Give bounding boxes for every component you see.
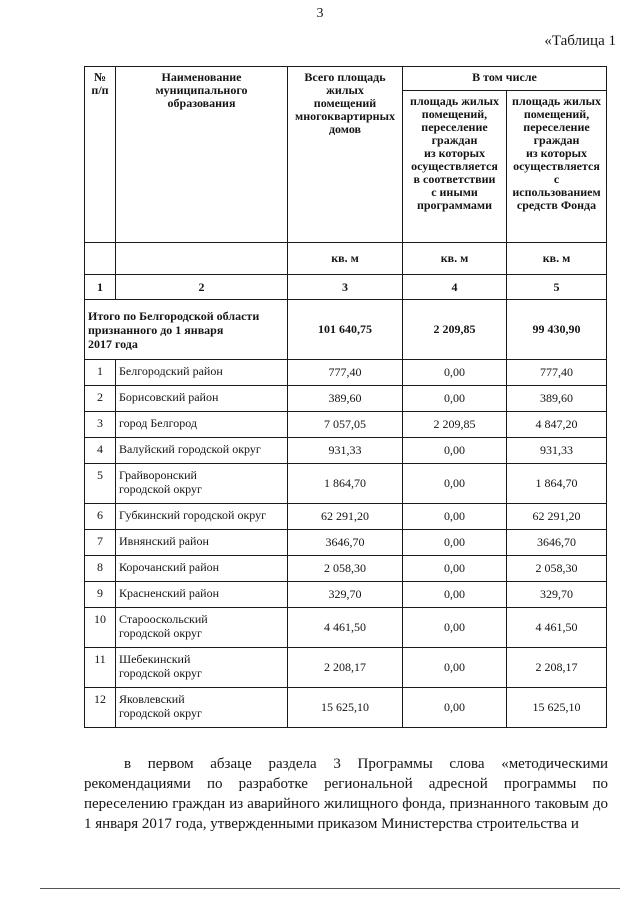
units-empty-1 [85,243,116,275]
row-other-programs: 0,00 [403,360,507,386]
table-row [85,530,607,556]
row-other-programs: 0,00 [403,504,507,530]
row-name: Старооскольский городской округ [116,608,288,648]
row-number: 3 [85,412,116,438]
row-total-area: 62 291,20 [288,504,403,530]
header-name [116,67,288,243]
row-number: 6 [85,504,116,530]
units-col5: кв. м [507,243,607,275]
row-name: Красненский район [116,582,288,608]
row-number: 11 [85,648,116,688]
row-total-area: 3646,70 [288,530,403,556]
row-total-area: 389,60 [288,386,403,412]
row-name: город Белгород [116,412,288,438]
column-number-2: 2 [116,275,288,300]
header-name-text: Наименование муниципального образования [155,70,248,110]
table-row [85,504,607,530]
row-fund: 2 058,30 [507,556,607,582]
bottom-rule [40,888,620,889]
table-row [85,556,607,582]
row-fund: 1 864,70 [507,464,607,504]
row-total-area: 777,40 [288,360,403,386]
column-number-1: 1 [85,275,116,300]
row-number: 1 [85,360,116,386]
header-col4 [403,91,507,243]
table-row [85,648,607,688]
row-other-programs: 0,00 [403,648,507,688]
header-including [403,67,607,91]
total-label [85,300,288,360]
row-fund: 329,70 [507,582,607,608]
row-name: Яковлевский городской округ [116,688,288,728]
row-total-area: 2 208,17 [288,648,403,688]
header-col5-text: площадь жилых помещений, переселение граждан из которых осуществляется с использованием средств Фонда [512,94,601,212]
row-fund: 3646,70 [507,530,607,556]
row-name: Корочанский район [116,556,288,582]
row-number: 12 [85,688,116,728]
table-row [85,438,607,464]
column-number-5: 5 [507,275,607,300]
table-caption: «Таблица 1 [544,33,616,49]
total-fund: 99 430,90 [507,300,607,360]
row-number: 9 [85,582,116,608]
row-name: Белгородский район [116,360,288,386]
row-number: 8 [85,556,116,582]
table-row [85,386,607,412]
header-including-text: В том числе [472,70,537,84]
units-col4: кв. м [403,243,507,275]
row-total-area: 329,70 [288,582,403,608]
row-name: Шебекинский городской округ [116,648,288,688]
housing-area-table [84,66,607,728]
table-row [85,360,607,386]
header-col5 [507,91,607,243]
row-total-area: 2 058,30 [288,556,403,582]
row-fund: 62 291,20 [507,504,607,530]
row-number: 10 [85,608,116,648]
header-total [288,67,403,243]
row-number: 2 [85,386,116,412]
row-other-programs: 0,00 [403,386,507,412]
row-total-area: 15 625,10 [288,688,403,728]
row-fund: 4 847,20 [507,412,607,438]
row-other-programs: 0,00 [403,688,507,728]
row-other-programs: 0,00 [403,608,507,648]
row-other-programs: 2 209,85 [403,412,507,438]
row-number: 5 [85,464,116,504]
row-other-programs: 0,00 [403,438,507,464]
row-name: Грайворонский городской округ [116,464,288,504]
page-number: 3 [316,6,324,21]
row-fund: 4 461,50 [507,608,607,648]
total-row [85,300,607,360]
row-fund: 777,40 [507,360,607,386]
row-total-area: 931,33 [288,438,403,464]
row-fund: 2 208,17 [507,648,607,688]
body-paragraph: в первом абзаце раздела 3 Программы слова «методическими рекомендациями по разработке региональной адресной программы по переселению граждан из аварийного жилищного фонда, признанного таковым до 1 января 2017 года, утвержденными приказом Министерства строительства и [84,756,608,832]
table-row [85,608,607,648]
total-label-text: Итого по Белгородской области признанного до 1 января 2017 года [88,308,260,351]
row-name: Губкинский городской округ [116,504,288,530]
row-name: Валуйский городской округ [116,438,288,464]
row-fund: 389,60 [507,386,607,412]
column-number-3: 3 [288,275,403,300]
row-fund: 931,33 [507,438,607,464]
row-other-programs: 0,00 [403,556,507,582]
table-row [85,688,607,728]
row-total-area: 1 864,70 [288,464,403,504]
units-col3: кв. м [288,243,403,275]
row-total-area: 4 461,50 [288,608,403,648]
row-other-programs: 0,00 [403,530,507,556]
header-total-text: Всего площадь жилых помещений многоквартирных домов [295,70,395,136]
total-area: 101 640,75 [288,300,403,360]
row-name: Борисовский район [116,386,288,412]
row-number: 7 [85,530,116,556]
table-row [85,464,607,504]
column-number-4: 4 [403,275,507,300]
row-name: Ивнянский район [116,530,288,556]
total-other-programs: 2 209,85 [403,300,507,360]
table-row [85,582,607,608]
units-empty-2 [116,243,288,275]
row-other-programs: 0,00 [403,582,507,608]
row-other-programs: 0,00 [403,464,507,504]
row-total-area: 7 057,05 [288,412,403,438]
header-num [85,67,116,243]
row-number: 4 [85,438,116,464]
row-fund: 15 625,10 [507,688,607,728]
header-col4-text: площадь жилых помещений, переселение граждан из которых осуществляется в соответствии с иными программами [410,94,499,212]
header-num-text: № п/п [91,70,109,97]
table-row [85,412,607,438]
